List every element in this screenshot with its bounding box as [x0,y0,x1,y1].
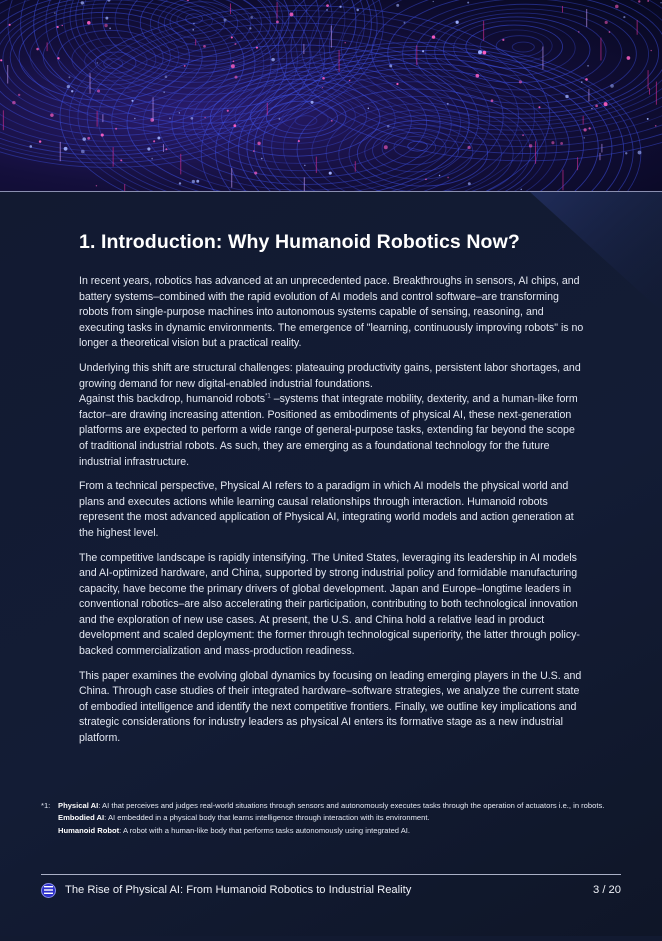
footnote-term: Embodied AI [58,813,105,823]
footnote-term: Humanoid Robot [58,825,120,835]
footnote-mark: *1: [41,801,51,810]
page-footer [41,874,621,905]
footnote-humanoid-robot [41,825,631,837]
footnote-definition: : AI that perceives and judges real-world situations through sensors and autonomously executes tasks through the operation of actuators i.e., in robots. [98,801,605,810]
footnote-definition: : AI embedded in a physical body that learns intelligence through interaction with its environment. [104,813,430,823]
paragraph-backdrop-line1: Underlying this shift are structural challenges: plateauing productivity gains, persistent labor shortages, and growing demand for new digital-enabled industrial foundations. [79,361,581,390]
footnote-physical-ai [41,800,631,812]
paragraph-intro: In recent years, robotics has advanced at an unprecedented pace. Breakthroughs in sensors, AI chips, and battery systems–combined with the rapid evolution of AI models and control software–are transforming robots from single-purpose machines into autonomous systems capable of sensing, reasoning, and executing tasks in dynamic environments. The emergence of "learning, continuously improving robots" is no longer a theoretical vision but a practical reality. [79,275,584,350]
document-title: The Rise of Physical AI: From Humanoid Robotics to Industrial Reality [65,884,412,896]
hero-banner-image [0,0,662,192]
main-content [79,231,585,756]
footnotes [41,800,631,837]
footnote-term: Physical AI [58,801,99,810]
footnote-definition: : A robot with a human-like body that performs tasks autonomously using integrated AI. [119,825,411,835]
section-title: 1. Introduction: Why Humanoid Robotics Now? [79,231,520,253]
contour-abstract-graphic [0,0,662,191]
paragraph-backdrop-end: –systems that integrate mobility, dexterity, and a human-like form factor–are drawing increasing attention. Positioned as embodiments of physical AI, these next-generation platforms are expected to perform a wide range of general-purpose tasks, extending far beyond the scope of traditional industrial robots. As such, they are emerging as a foundational technology for the future industrial infrastructure. [79,393,578,468]
paragraph-scope: This paper examines the evolving global dynamics by focusing on leading emerging players in the U.S. and China. Through case studies of their integrated hardware–software strategies, we analyze the current state of embodied intelligence and identify the next competitive frontiers. Finally, we outline key implications and strategic considerations for industry leaders as physical AI enters its formative stage as a new industrial platform. [79,669,582,745]
paragraph-competitive: The competitive landscape is rapidly intensifying. The United States, leveraging its leadership in AI models and AI-optimized hardware, and China, supported by strong industrial policy and formidable manufacturing capacity, have become the primary drivers of global development. Japan and Europe–longtime leaders in conventional robotics–are also accelerating their participation, contributing to both technological innovation and the exploration of new use cases. At present, the U.S. and China hold a relative lead in product development and scaled deployment: the former through technological superiority, the latter through policy-backed commercialization and mass-production readiness. [79,551,580,658]
footnote-reference: *1 [265,393,271,400]
page-number: 3 / 20 [593,884,621,896]
paragraph-technical: From a technical perspective, Physical AI refers to a paradigm in which AI models the physical world and plans and executes actions while learning causal relationships through interaction. Humanoid robots represent the most advanced application of Physical AI, integrating world models and action generation at the highest level. [79,480,574,539]
footnote-embodied-ai [41,812,631,824]
paragraph-backdrop [79,361,585,470]
paragraph-backdrop-start: Against this backdrop, humanoid robots [79,393,266,406]
menu-lines-icon [41,883,56,898]
